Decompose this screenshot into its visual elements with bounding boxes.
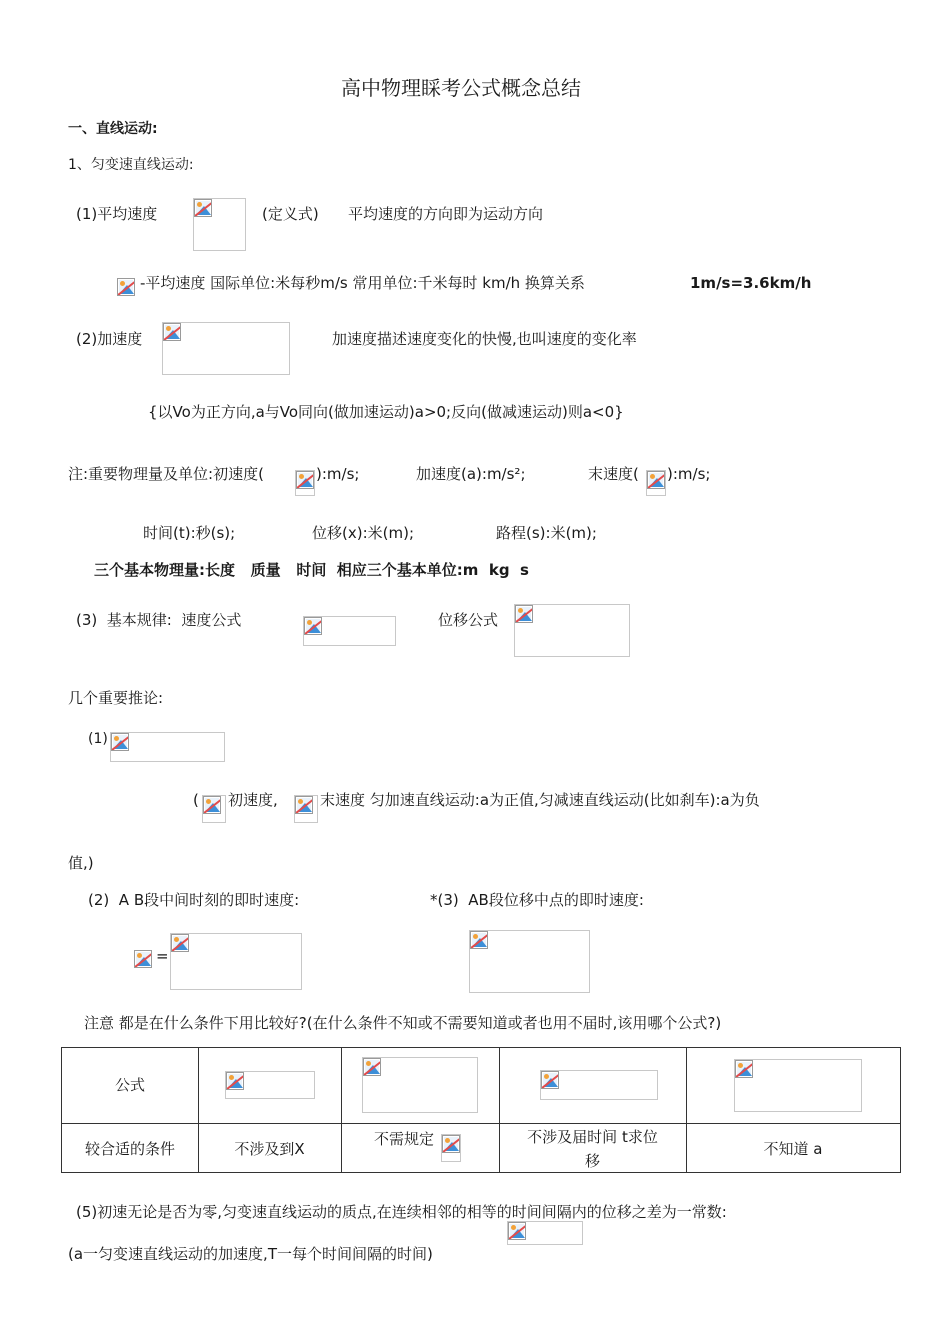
formula-image [162,322,290,375]
equals-sign: = [156,947,169,965]
broken-image-icon [541,1071,559,1089]
unit-time: 时间(t):秒(s); [143,524,236,542]
broken-image-icon [111,733,129,751]
inference-1-label: (1) [88,731,108,747]
inference-2-label: (2) A B段中间时刻的即时速度: [88,891,300,909]
broken-image-icon [295,796,313,814]
attention-note: 注意 都是在什么条件下用比较好?(在什么条件不知或不需要知道或者也用不届时,该用哪个公式?) [84,1014,722,1032]
note-initial-velocity: 注:重要物理量及单位:初速度( [68,465,264,483]
broken-image-icon [735,1060,753,1078]
formula-image [507,1221,583,1245]
broken-image-icon [296,471,314,489]
formula-image [514,604,630,657]
table-formula-image [540,1070,658,1100]
formula-condition-table [61,1047,901,1173]
symbol-image [117,278,135,296]
inference-1-continuation: 值,) [68,854,94,872]
avg-velocity-label: (1)平均速度 [76,205,158,223]
accel-label: (2)加速度 [76,330,143,348]
broken-image-icon [515,605,533,623]
subsection-heading: 1、匀变速直线运动: [68,157,194,173]
broken-image-icon [171,934,189,952]
broken-image-icon [117,278,135,296]
table-formula-image [734,1059,862,1112]
table-row-header-condition: 较合适的条件 [84,1140,175,1158]
broken-image-icon [470,931,488,949]
unit-conversion: 1m/s=3.6km/h [690,274,812,292]
formula-image [193,198,246,251]
displacement-formula-label: 位移公式 [438,611,499,629]
unit-displacement: 位移(x):米(m); [312,524,415,542]
symbol-image [134,950,154,972]
broken-image-icon [203,796,221,814]
formula-image [303,616,396,646]
symbol-image [646,470,666,496]
table-formula-image [225,1071,315,1099]
inference-3-label: *(3) AB段位移中点的即时速度: [430,891,644,909]
avg-velocity-units: -平均速度 国际单位:米每秒m/s 常用单位:千米每时 km/h 换算关系 [140,274,585,292]
avg-velocity-def: (定义式) [262,205,319,223]
broken-image-icon [304,617,322,635]
broken-image-icon [194,199,212,217]
table-formula-image [362,1057,478,1113]
table-cell-condition-4: 不知道 a [763,1140,823,1158]
formula-image [170,933,302,990]
broken-image-icon [163,323,181,341]
broken-image-icon [134,950,152,968]
base-quantities: 三个基本物理量:长度 质量 时间 相应三个基本单位:m kg s [94,561,529,579]
page-title: 高中物理睬考公式概念总结 [341,76,581,100]
broken-image-icon [442,1135,460,1153]
symbol-image [441,1134,461,1162]
unit-path: 路程(s):米(m); [496,524,597,542]
table-cell-condition-3-line2: 移 [584,1152,600,1170]
broken-image-icon [226,1072,244,1090]
inference-heading: 几个重要推论: [68,689,164,707]
note-final-velocity: 末速度( [588,465,639,483]
avg-velocity-desc: 平均速度的方向即为运动方向 [348,205,544,223]
formula-image [110,732,225,762]
item-5-note: (a一匀变速直线运动的加速度,T一每个时间间隔的时间) [68,1245,433,1263]
broken-image-icon [647,471,665,489]
accel-desc: 加速度描述速度变化的快慢,也叫速度的变化率 [332,330,637,348]
note-vt-unit: ):m/s; [667,465,711,483]
inference-1-paren: ( [193,791,199,809]
table-row-header-formula: 公式 [114,1076,145,1094]
symbol-image [294,795,318,823]
note-acceleration-unit: 加速度(a):m/s²; [416,465,526,483]
accel-sign-rule: {以Vo为正方向,a与Vo同向(做加速运动)a>0;反向(做减速运动)则a<0} [148,403,624,421]
symbol-image [295,470,315,496]
item-5-text: (5)初速无论是否为零,匀变速直线运动的质点,在连续相邻的相等的时间间隔内的位移之差为一常数: [76,1203,727,1221]
inference-1-initial: 初速度, [228,791,278,809]
section-heading: 一、直线运动: [68,121,158,137]
inference-1-final: 末速度 匀加速直线运动:a为正值,匀减速直线运动(比如刹车):a为负 [320,791,760,809]
symbol-image [202,795,226,823]
broken-image-icon [508,1222,526,1240]
formula-image [469,930,590,993]
note-v0-unit: ):m/s; [316,465,360,483]
broken-image-icon [363,1058,381,1076]
table-cell-condition-1: 不涉及到X [234,1140,305,1158]
table-cell-condition-2: 不需规定 [374,1130,435,1148]
table-cell-condition-3-line1: 不涉及届时间 t求位 [527,1128,658,1146]
basic-law-label: (3) 基本规律: 速度公式 [76,611,242,629]
